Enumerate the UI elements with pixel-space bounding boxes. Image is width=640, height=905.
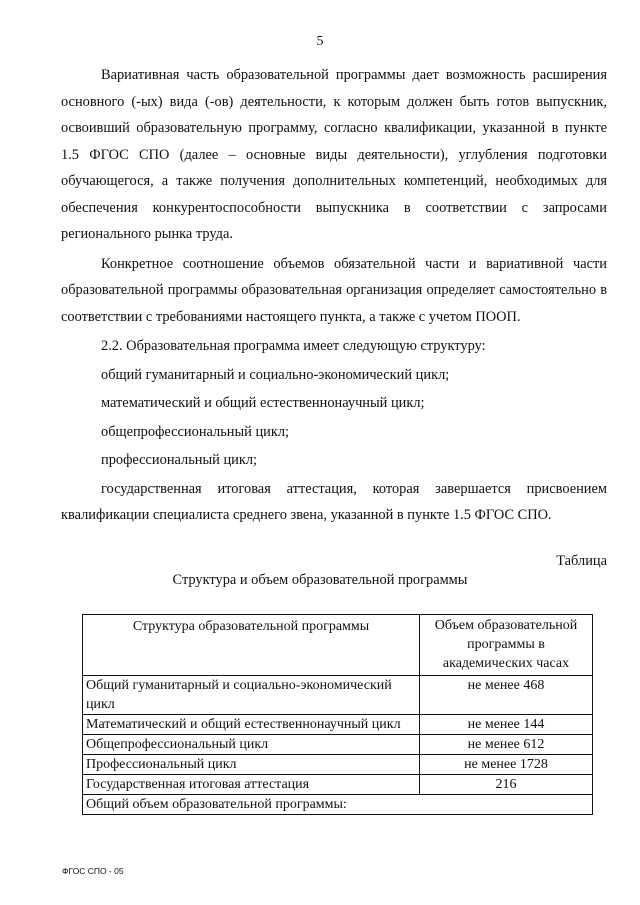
paragraph-structure-heading: 2.2. Образовательная программа имеет следующую структуру: — [101, 338, 486, 354]
table-header-row — [83, 615, 593, 676]
table-cell-value: не менее 612 — [420, 735, 593, 755]
table-row — [83, 755, 593, 775]
table-cell-name: Профессиональный цикл — [83, 755, 420, 775]
table-cell-value: не менее 1728 — [420, 755, 593, 775]
table-header-structure: Структура образовательной программы — [83, 615, 420, 676]
table-cell-value: не менее 144 — [420, 715, 593, 735]
table-row — [83, 715, 593, 735]
list-item: общий гуманитарный и социально-экономический цикл; — [101, 366, 450, 383]
table-caption: Таблица — [556, 553, 607, 569]
table-row — [83, 775, 593, 795]
table-cell-value: не менее 468 — [420, 676, 593, 715]
table-cell-name: Математический и общий естественнонаучный цикл — [83, 715, 420, 735]
table-cell-name: Государственная итоговая аттестация — [83, 775, 420, 795]
paragraph-variable-part: Вариативная часть образовательной программы дает возможность расширения основного (-ых) вида (-ов) деятельности, к которым должен быть готов выпускник, освоивший образовательную программу, согласно квалификации, указанной в пункте 1.5 ФГОС СПО (далее – основные виды деятельности), углубления подготовки обучающегося, а также получения дополнительных компетенций, необходимых для обеспечения конкурентоспособности выпускника в соответствии с запросами регионального рынка труда. — [61, 67, 607, 242]
list-item: математический и общий естественнонаучный цикл; — [101, 395, 425, 411]
table-header-volume: Объем образовательной программы в академических часах — [420, 615, 593, 676]
list-item: государственная итоговая аттестация, которая завершается присвоением квалификации специалиста среднего звена, указанной в пункте 1.5 ФГОС СПО. — [61, 480, 607, 523]
structure-table — [82, 614, 593, 815]
table-cell-value: 216 — [420, 775, 593, 795]
table-row — [83, 676, 593, 715]
body-text — [61, 62, 607, 529]
list-item: профессиональный цикл; — [101, 452, 258, 468]
list-item: общепрофессиональный цикл; — [101, 423, 290, 440]
table-cell-name: Общепрофессиональный цикл — [83, 735, 420, 755]
table-cell-name: Общий гуманитарный и социально-экономический цикл — [83, 676, 420, 715]
paragraph-ratio: Конкретное соотношение объемов обязательной части и вариативной части образовательной программы образовательная организация определяет самостоятельно в соответствии с требованиями настоящего пункта, а также с учетом ПООП. — [61, 255, 607, 325]
footer-code: ФГОС СПО - 05 — [62, 866, 124, 876]
table-row-total — [83, 795, 593, 815]
page-number: 5 — [316, 34, 324, 49]
table-title: Структура и объем образовательной программы — [172, 572, 468, 588]
table-cell-total: Общий объем образовательной программы: — [83, 795, 593, 815]
table-row — [83, 735, 593, 755]
